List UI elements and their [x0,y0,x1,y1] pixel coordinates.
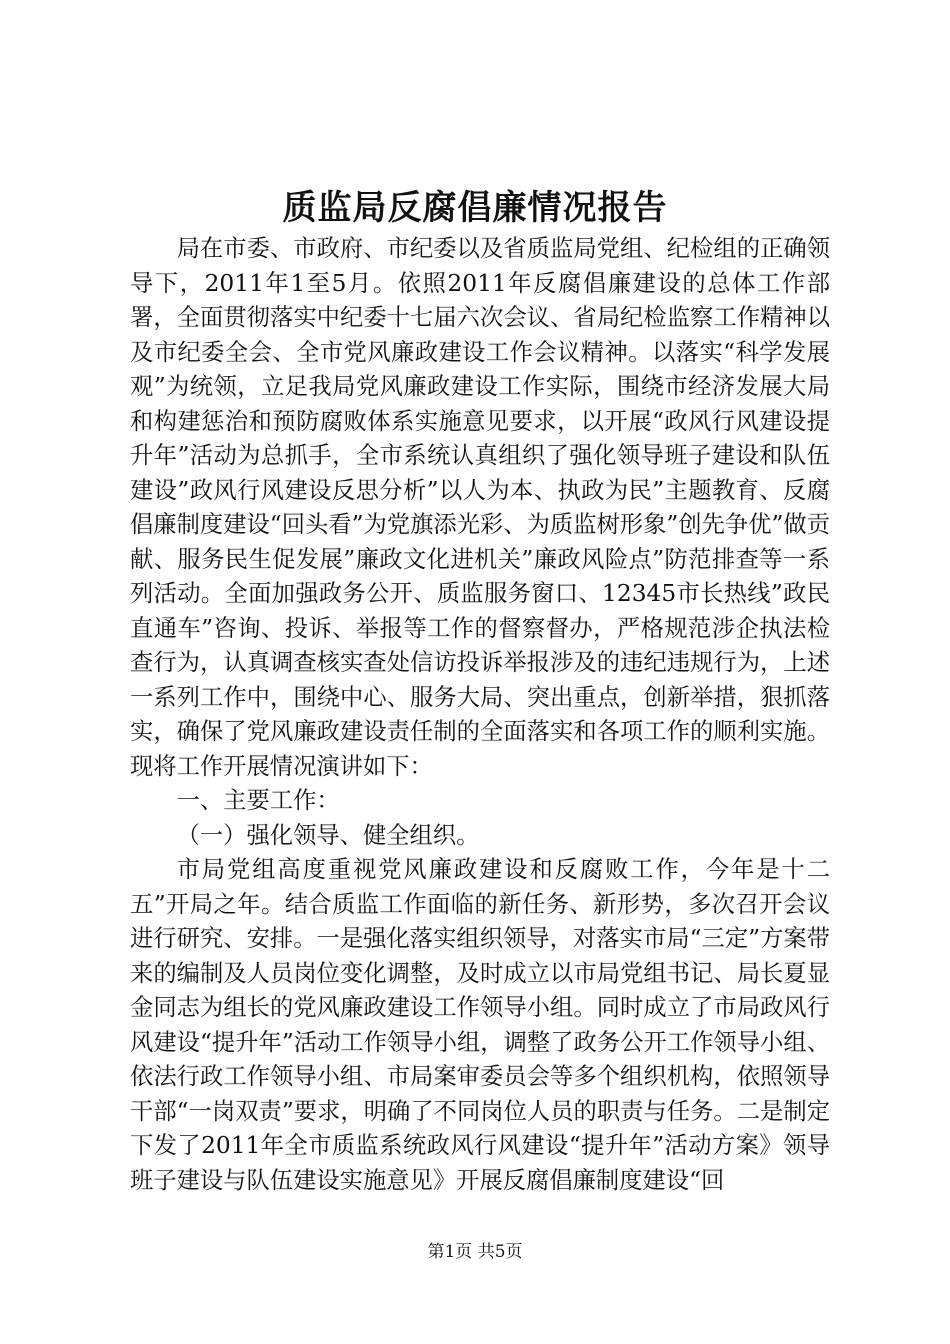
section-heading: 一、主要工作： [176,787,340,814]
body-paragraph: 市局党组高度重视党风廉政建设和反腐败工作，今年是十二五”开局之年。结合质监工作面临的新任务、新形势，多次召开会议进行研究、安排。一是强化落实组织领导，对落实市局“三定”方案带来的编制及人员岗位变化调整，及时成立以市局党组书记、局长夏显金同志为组长的党风廉政建设工作领导小组。同时成立了市局政风行风建设“提升年”活动工作领导小组，调整了政务公开工作领导小组、依法行政工作领导小组、市局案审委员会等多个组织机构，依照领导干部“一岗双责”要求，明确了不同岗位人员的职责与任务。二是制定下发了2011年全市质监系统政风行风建设“提升年”活动方案》领导班子建设与队伍建设实施意见》开展反腐倡廉制度建设“回 [130,856,830,1194]
body-paragraph: 局在市委、市政府、市纪委以及省质监局党组、纪检组的正确领导下，2011年1至5月。依照2011年反腐倡廉建设的总体工作部署，全面贯彻落实中纪委十七届六次会议、省局纪检监察工作精神以及市纪委全会、全市党风廉政建设工作会议精神。以落实“科学发展观”为统领，立足我局党风廉政建设工作实际，围绕市经济发展大局和构建惩治和预防腐败体系实施意见要求，以开展“政风行风建设提升年”活动为总抓手，全市系统认真组织了强化领导班子建设和队伍建设”政风行风建设反思分析”以人为本、执政为民”主题教育、反腐倡廉制度建设“回头看”为党旗添光彩、为质监树形象”创先争优”做贡献、服务民生促发展”廉政文化进机关”廉政风险点”防范排查等一系列活动。全面加强政务公开、质监服务窗口、12345市长热线”政民直通车”咨询、投诉、举报等工作的督察督办，严格规范涉企执法检查行为，认真调查核实查处信访投诉举报涉及的违纪违规行为，上述一系列工作中，围绕中心、服务大局、突出重点，创新举措，狠抓落实，确保了党风廉政建设责任制的全面落实和各项工作的顺利实施。现将工作开展情况演讲如下： [130,235,830,780]
document-body [130,232,830,1198]
page-footer: 第1页 共5页 [427,1242,523,1262]
subsection-heading: （一）强化领导、健全组织。 [176,821,480,849]
document-title: 质监局反腐倡廉情况报告 [282,188,668,228]
